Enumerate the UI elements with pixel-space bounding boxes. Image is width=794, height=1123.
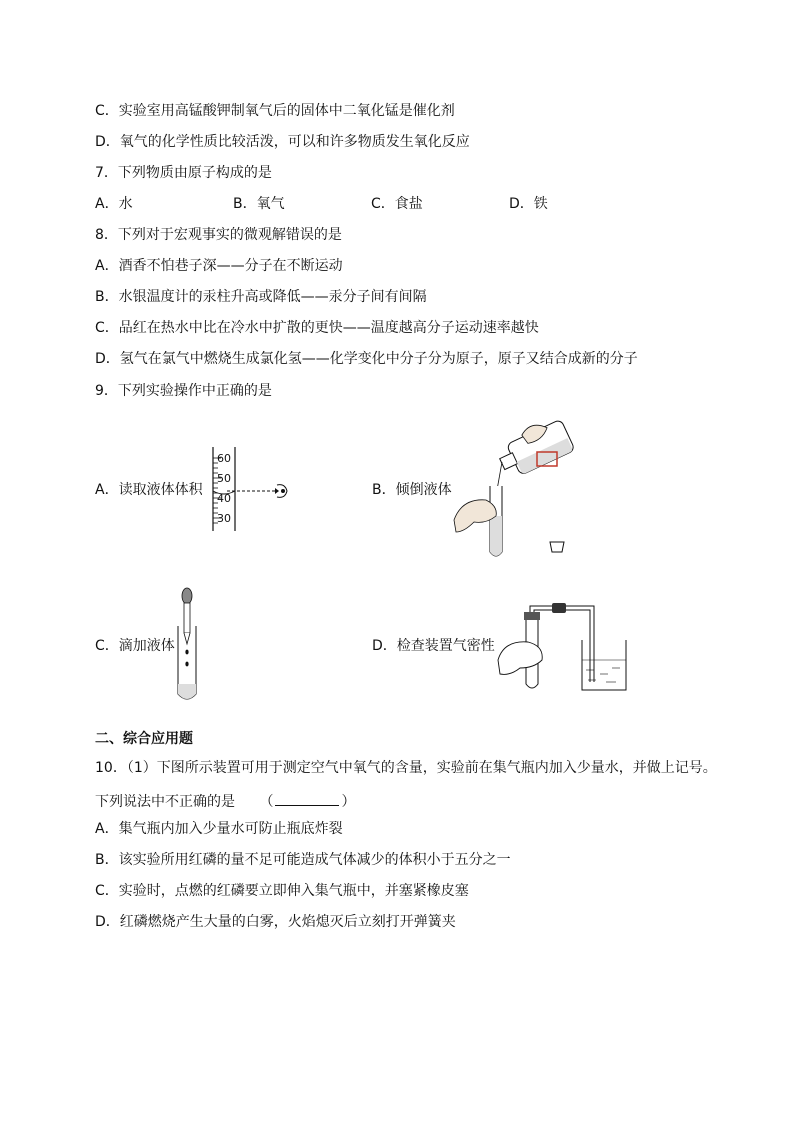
q9-option-b-label: B．倾倒液体 [372,482,452,498]
cylinder-tick-60: 60 [217,452,231,465]
q8-option-d: D．氢气在氯气中燃烧生成氯化氢——化学变化中分子分为原子，原子又结合成新的分子 [95,351,638,367]
dropper-figure [170,586,206,706]
airtightness-check-figure [490,598,630,698]
q8-stem: 8．下列对于宏观事实的微观解错误的是 [95,227,342,243]
q8-option-b: B．水银温度计的汞柱升高或降低——汞分子间有间隔 [95,289,427,305]
q6-option-c: C．实验室用高锰酸钾制氧气后的固体中二氧化锰是催化剂 [95,103,455,119]
answer-paren-close: ） [341,794,356,810]
q10-option-c: C．实验时，点燃的红磷要立即伸入集气瓶中，并塞紧橡皮塞 [95,883,469,899]
q8-option-a: A．酒香不怕巷子深——分子在不断运动 [95,258,343,274]
q7-stem: 7．下列物质由原子构成的是 [95,165,272,181]
stopper-icon [550,542,564,552]
q6-option-d: D．氧气的化学性质比较活泼，可以和许多物质发生氧化反应 [95,134,470,150]
answer-paren-open: （ [259,794,274,810]
dropper-bulb-icon [182,588,192,604]
q9-stem: 9．下列实验操作中正确的是 [95,383,272,399]
q9-option-d-label: D．检查装置气密性 [372,638,495,654]
q10-stem: 10．（1）下图所示装置可用于测定空气中氧气的含量，实验前在集气瓶内加入少量水，并做上记号。 [95,760,717,776]
q9-option-a-label: A．读取液体体积 [95,482,203,498]
pouring-liquid-figure [452,420,582,565]
q8-option-c: C．品红在热水中比在冷水中扩散的更快——温度越高分子运动速率越快 [95,320,539,336]
cylinder-tick-30: 30 [217,512,231,525]
q10-option-b: B．该实验所用红磷的量不足可能造成气体减少的体积小于五分之一 [95,852,511,868]
beaker-icon [582,640,626,690]
q10-option-a: A．集气瓶内加入少量水可防止瓶底炸裂 [95,821,343,837]
section-title: 二、综合应用题 [95,731,193,747]
q10-option-d: D．红磷燃烧产生大量的白雾，火焰熄灭后立刻打开弹簧夹 [95,914,456,930]
cylinder-tick-40: 40 [217,492,231,505]
q7-option-a: A．水 [95,196,133,212]
cylinder-tick-50: 50 [217,472,231,485]
answer-blank[interactable] [275,791,339,806]
q10-sub-prefix: 下列说法中不正确的是 [95,794,235,810]
graduated-cylinder-figure [205,445,295,535]
q7-option-b: B．氧气 [233,196,285,212]
q10-sub-question [95,791,355,811]
q7-option-d: D．铁 [509,196,548,212]
q7-option-c: C．食盐 [371,196,423,212]
q9-option-c-label: C．滴加液体 [95,638,175,654]
